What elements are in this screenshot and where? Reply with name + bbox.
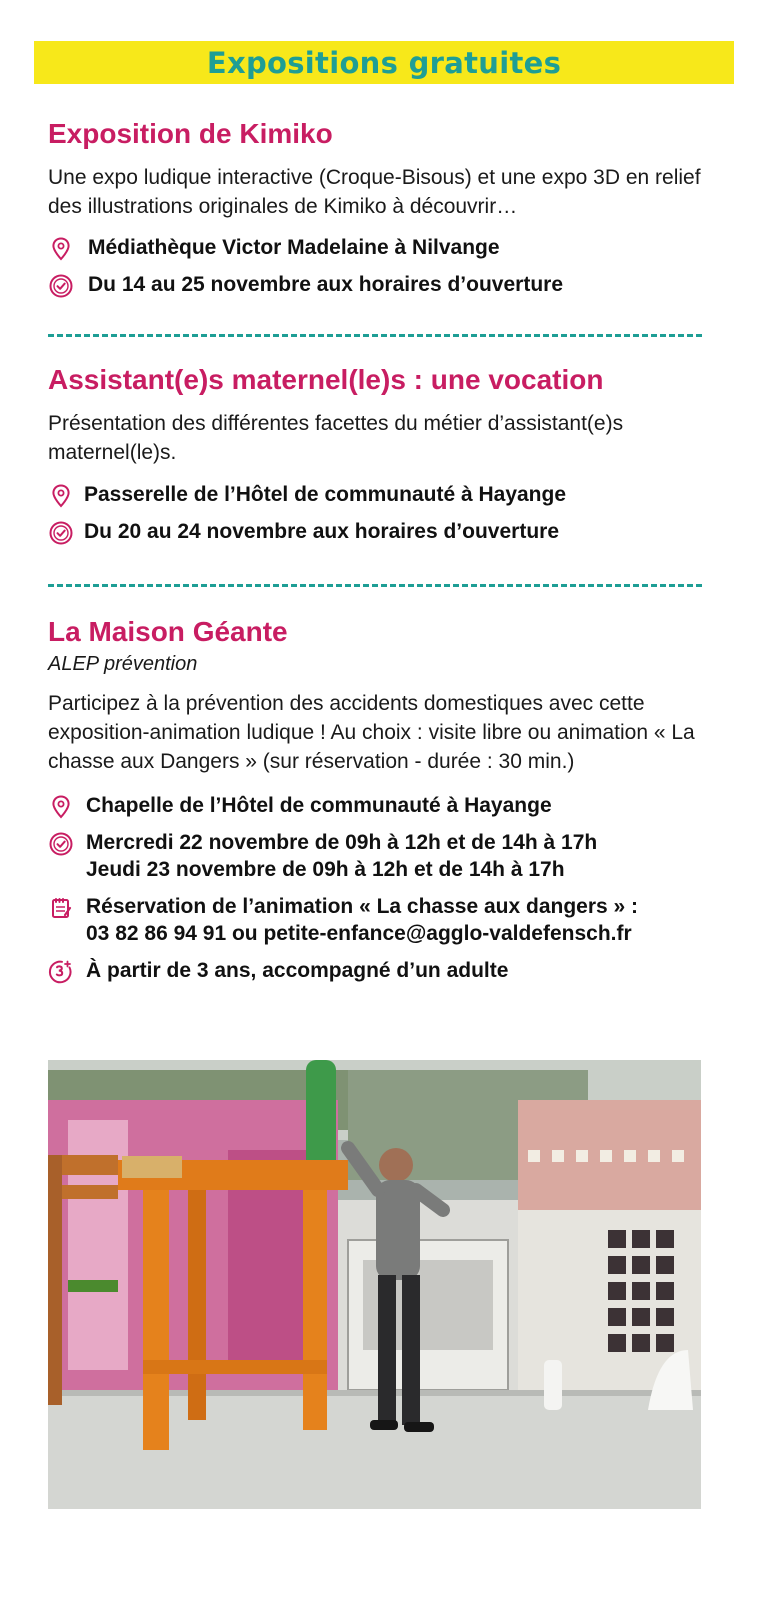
clock-check-icon — [48, 520, 74, 546]
age-text: À partir de 3 ans, accompagné d’un adulte — [86, 959, 509, 982]
dates-line-1: Mercredi 22 novembre de 09h à 12h et de 14h à 17h — [86, 831, 598, 854]
section-title: La Maison Géante — [48, 616, 288, 647]
location-row — [48, 234, 728, 261]
clock-check-icon — [48, 273, 74, 299]
section-subtitle: ALEP prévention — [48, 653, 198, 675]
section-description: Présentation des différentes facettes du métier d’assistant(e)s maternel(le)s. — [48, 412, 624, 464]
clock-check-icon — [48, 831, 74, 857]
location-pin-icon — [48, 794, 74, 820]
section-divider — [48, 334, 702, 337]
location-text: Passerelle de l’Hôtel de communauté à Hayange — [84, 483, 567, 506]
notebook-icon — [48, 895, 74, 921]
location-row — [48, 481, 728, 508]
section-description: Participez à la prévention des accidents domestiques avec cette exposition-animation ludique ! Au choix : visite libre ou animation « La chasse aux Dangers » (sur réservation - durée : 30 min.) — [48, 692, 695, 773]
banner — [34, 41, 734, 84]
exhibition-photo — [48, 1060, 701, 1509]
location-text: Chapelle de l’Hôtel de communauté à Hayange — [86, 794, 552, 817]
location-text: Médiathèque Victor Madelaine à Nilvange — [88, 236, 500, 259]
location-row — [48, 792, 728, 819]
reservation-row — [48, 893, 728, 947]
dates-text: Du 14 au 25 novembre aux horaires d’ouverture — [88, 273, 564, 296]
reservation-line-2: 03 82 86 94 91 ou petite-enfance@agglo-valdefensch.fr — [86, 922, 632, 945]
section-title: Exposition de Kimiko — [48, 118, 333, 149]
age-row — [48, 957, 728, 984]
dates-line-2: Jeudi 23 novembre de 09h à 12h et de 14h à 17h — [86, 858, 565, 881]
section-maison-geante — [48, 615, 728, 984]
section-kimiko — [48, 117, 728, 298]
location-pin-icon — [48, 483, 74, 509]
section-description: Une expo ludique interactive (Croque-Bisous) et une expo 3D en relief des illustrations originales de Kimiko à découvrir… — [48, 166, 701, 218]
location-pin-icon — [48, 236, 74, 262]
age-3-plus-icon — [48, 959, 74, 985]
section-divider — [48, 584, 702, 587]
reservation-line-1: Réservation de l’animation « La chasse aux dangers » : — [86, 895, 639, 918]
section-assistantes — [48, 363, 728, 545]
section-title: Assistant(e)s maternel(le)s : une vocation — [48, 364, 604, 395]
dates-text: Du 20 au 24 novembre aux horaires d’ouverture — [84, 520, 560, 543]
dates-row — [48, 271, 728, 298]
dates-row — [48, 829, 728, 883]
dates-row — [48, 518, 728, 545]
banner-title: Expositions gratuites — [206, 45, 562, 80]
